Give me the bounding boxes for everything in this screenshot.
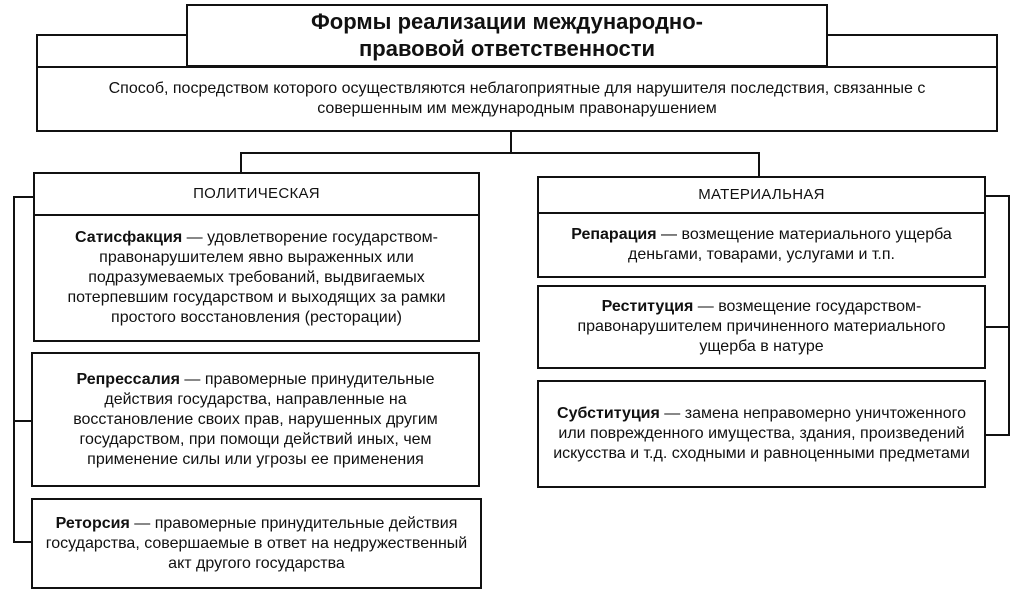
political-header: [33, 172, 480, 216]
connector-branch: [240, 152, 760, 154]
material-spine: [1008, 195, 1010, 435]
definition-box: [36, 66, 998, 132]
connector-to-political: [240, 152, 242, 173]
reprisal-term: Репрессалия: [76, 370, 180, 388]
diagram-title: [186, 4, 828, 67]
substitution-term: Субституция: [557, 405, 660, 422]
material-header-text: МАТЕРИАЛЬНАЯ: [698, 185, 825, 203]
connector-to-material: [758, 152, 760, 177]
connector-trunk: [510, 131, 512, 153]
reprisal-content: [43, 370, 468, 470]
material-spine-top: [985, 195, 1010, 197]
reprisal-card: [31, 352, 480, 487]
diagram-title-text: Формы реализации международно-правовой ответственности: [311, 9, 703, 61]
satisfaction-term: Сатисфакция: [75, 229, 183, 246]
reparation-card: [537, 212, 986, 278]
political-spine: [13, 196, 15, 542]
material-spine-subs: [985, 434, 1010, 436]
reprisal-text: — правомерные принудительные действия государства, направленные на восстановление своих прав, нарушенных другим государством, при помощи действий иных, чем применение силы или угрозы ее применения: [73, 370, 438, 468]
connector-title-left-down: [36, 34, 38, 68]
political-header-text: ПОЛИТИЧЕСКАЯ: [193, 184, 320, 202]
connector-title-right: [828, 34, 998, 36]
restitution-content: [549, 297, 974, 357]
satisfaction-content: [45, 228, 468, 328]
retorsion-term: Реторсия: [55, 514, 130, 532]
retorsion-text: — правомерные принудительные действия государства, совершаемые в ответ на недружественный акт другого государства: [45, 514, 468, 572]
retorsion-content: [43, 514, 470, 574]
substitution-card: [537, 380, 986, 488]
satisfaction-text: — удовлетворение государством-правонарушителем явно выраженных или подразумеваемых требований, выдвигаемых потерпевшим государством и выходящих за рамки простого восстановления (ресторации): [67, 229, 446, 326]
political-spine-ret: [13, 541, 32, 543]
reparation-term: Репарация: [571, 226, 657, 243]
reparation-content: [549, 225, 974, 265]
restitution-text: — возмещение государством-правонарушителем причиненного материального ущерба в натуре: [577, 298, 946, 355]
substitution-text: — замена неправомерно уничтоженного или поврежденного имущества, здания, произведений искусства и т.д. сходными и равноценными предметами: [553, 405, 970, 462]
satisfaction-card: [33, 214, 480, 342]
definition-text: Способ, посредством которого осуществляются неблагоприятные для нарушителя последствия, связанные с совершенным им международным правонарушением: [108, 80, 926, 117]
connector-title-left: [36, 34, 186, 36]
connector-title-right-down: [996, 34, 998, 68]
reparation-text: — возмещение материального ущерба деньгами, товарами, услугами и т.п.: [628, 226, 952, 263]
retorsion-card: [31, 498, 482, 589]
material-spine-rest: [985, 326, 1010, 328]
restitution-term: Реституция: [601, 298, 694, 315]
substitution-content: [549, 404, 974, 464]
political-spine-rep: [13, 420, 32, 422]
political-spine-top: [13, 196, 34, 198]
restitution-card: [537, 285, 986, 369]
material-header: [537, 176, 986, 214]
